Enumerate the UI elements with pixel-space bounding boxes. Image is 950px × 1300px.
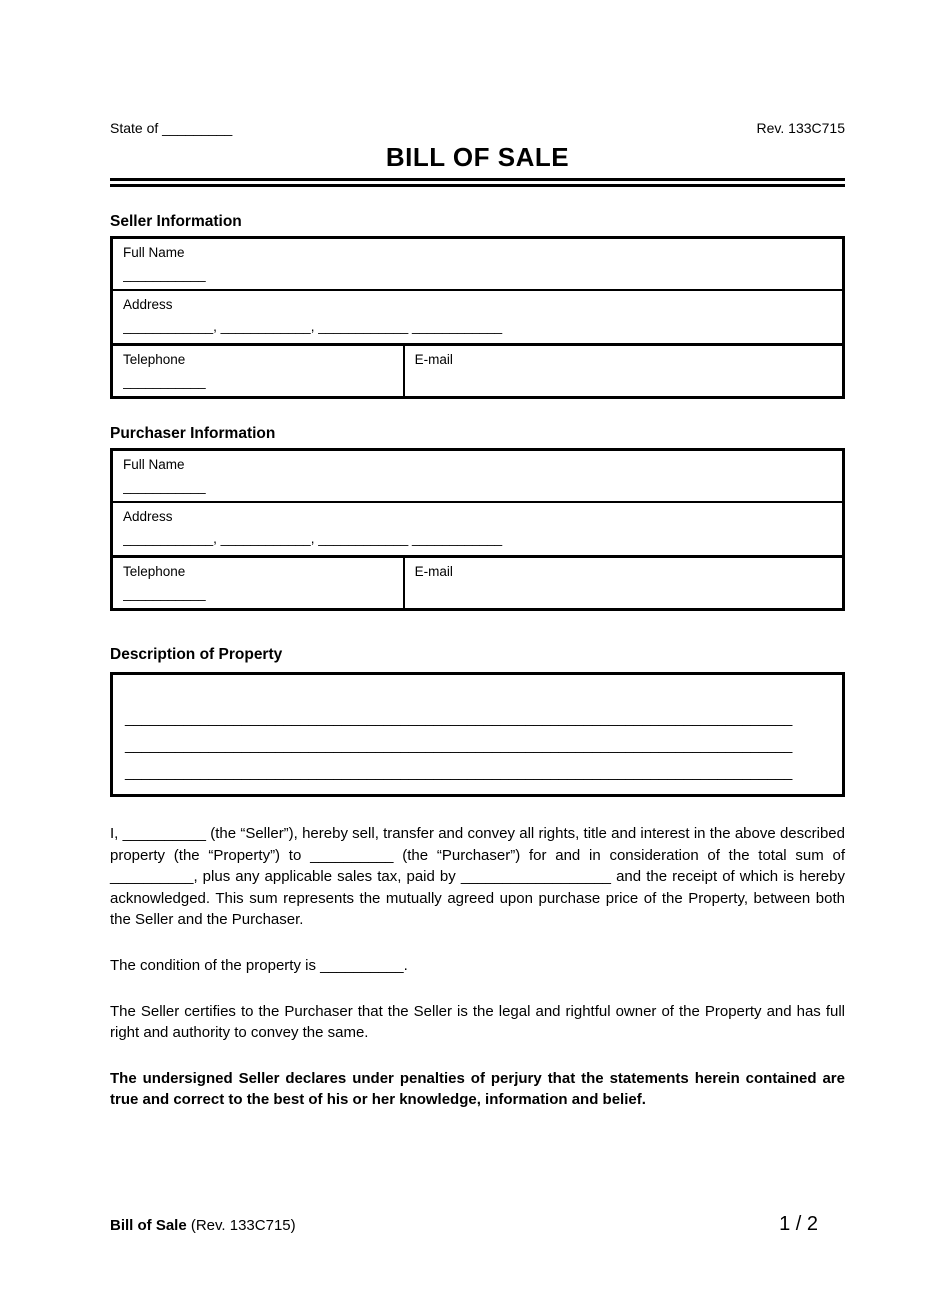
state-of-blank-line[interactable]: _________ — [162, 120, 233, 136]
purchaser-full-name-row — [113, 451, 842, 503]
description-box — [110, 672, 845, 797]
seller-telephone-blank-line[interactable]: ___________ — [123, 374, 206, 389]
revision-label: Rev. 133C715 — [756, 120, 845, 136]
seller-full-name-blank-line[interactable]: ___________ — [123, 267, 206, 282]
purchaser-email-label: E-mail — [414, 564, 453, 579]
document-header — [110, 120, 845, 136]
seller-email-cell[interactable] — [405, 346, 842, 396]
paragraph-text: (the “Seller”), hereby sell, transfer and convey all rights, title and interest in the above described property (the “Property”) to — [110, 825, 845, 864]
purchaser-info-table — [110, 448, 845, 611]
purchaser-address-label: Address — [123, 509, 173, 524]
purchaser-contact-row — [113, 558, 842, 608]
sale-amount-blank-line[interactable]: __________ — [110, 868, 194, 886]
page-content — [110, 0, 845, 1111]
purchaser-full-name-blank-line[interactable]: ___________ — [123, 479, 206, 494]
seller-section-heading: Seller Information — [110, 213, 242, 230]
description-section-heading: Description of Property — [110, 646, 283, 663]
purchaser-address-row — [113, 503, 842, 558]
purchaser-section-heading: Purchaser Information — [110, 425, 276, 442]
seller-telephone-cell — [113, 346, 405, 396]
seller-name-blank-line[interactable]: __________ — [122, 825, 207, 842]
paragraph-text: . — [403, 956, 408, 974]
paragraph-text: The condition of the property is — [110, 956, 321, 974]
sale-declaration-paragraph — [110, 823, 845, 931]
seller-full-name-label: Full Name — [123, 245, 185, 260]
paragraph-text: I, — [110, 825, 123, 842]
footer-revision: (Rev. 133C715) — [190, 1217, 296, 1234]
seller-address-label: Address — [123, 297, 173, 312]
purchaser-name-blank-line[interactable]: __________ — [310, 846, 394, 864]
footer-doc-name: Bill of Sale — [110, 1217, 187, 1234]
seller-email-label: E-mail — [414, 352, 453, 367]
purchaser-telephone-label: Telephone — [123, 564, 186, 579]
seller-address-row — [113, 291, 842, 346]
paragraph-text: and the receipt of which is hereby acknowledged. This sum represents the mutually agreed upon purchase price of the Property, between both the Seller and the Purchaser. — [110, 868, 845, 929]
ownership-certification-paragraph: The Seller certifies to the Purchaser that the Seller is the legal and rightful owner of the Property and has full right and authority to convey the same. — [110, 1002, 845, 1042]
purchaser-address-blank-line[interactable]: ____________, ____________, ____________ ____________ — [123, 531, 503, 546]
condition-blank-line[interactable]: __________ — [320, 956, 404, 974]
seller-contact-row — [113, 346, 842, 396]
paragraph-text: , plus any applicable sales tax, paid by — [193, 868, 461, 886]
title-divider — [110, 178, 845, 187]
seller-info-table — [110, 236, 845, 399]
description-blank-line-2[interactable]: ________________________________________________________________________________ — [125, 737, 793, 754]
purchaser-email-cell[interactable] — [405, 558, 842, 608]
page-footer — [110, 1213, 845, 1236]
condition-paragraph — [110, 955, 845, 977]
state-of-line — [110, 120, 232, 136]
purchaser-telephone-cell — [113, 558, 405, 608]
paragraph-text: (the “Purchaser”) for and in consideration of the total sum of — [393, 846, 845, 864]
description-blank-line-1[interactable]: ________________________________________________________________________________ — [125, 710, 793, 727]
page-title: BILL OF SALE — [385, 142, 570, 172]
footer-page-indicator: 1 / 2 — [779, 1213, 818, 1235]
state-of-label: State of — [110, 120, 159, 136]
purchaser-full-name-label: Full Name — [123, 457, 185, 472]
seller-telephone-label: Telephone — [123, 352, 186, 367]
perjury-declaration-paragraph: The undersigned Seller declares under penalties of perjury that the statements herein contained are true and correct to the best of his or her knowledge, information and belief. — [110, 1069, 845, 1109]
purchaser-telephone-blank-line[interactable]: ___________ — [123, 586, 206, 601]
payment-method-blank-line[interactable]: __________________ — [460, 868, 612, 886]
seller-full-name-row — [113, 239, 842, 291]
description-blank-line-3[interactable]: ________________________________________________________________________________ — [125, 764, 793, 781]
seller-address-blank-line[interactable]: ____________, ____________, ____________ ____________ — [123, 319, 503, 334]
footer-document-label — [110, 1217, 296, 1234]
